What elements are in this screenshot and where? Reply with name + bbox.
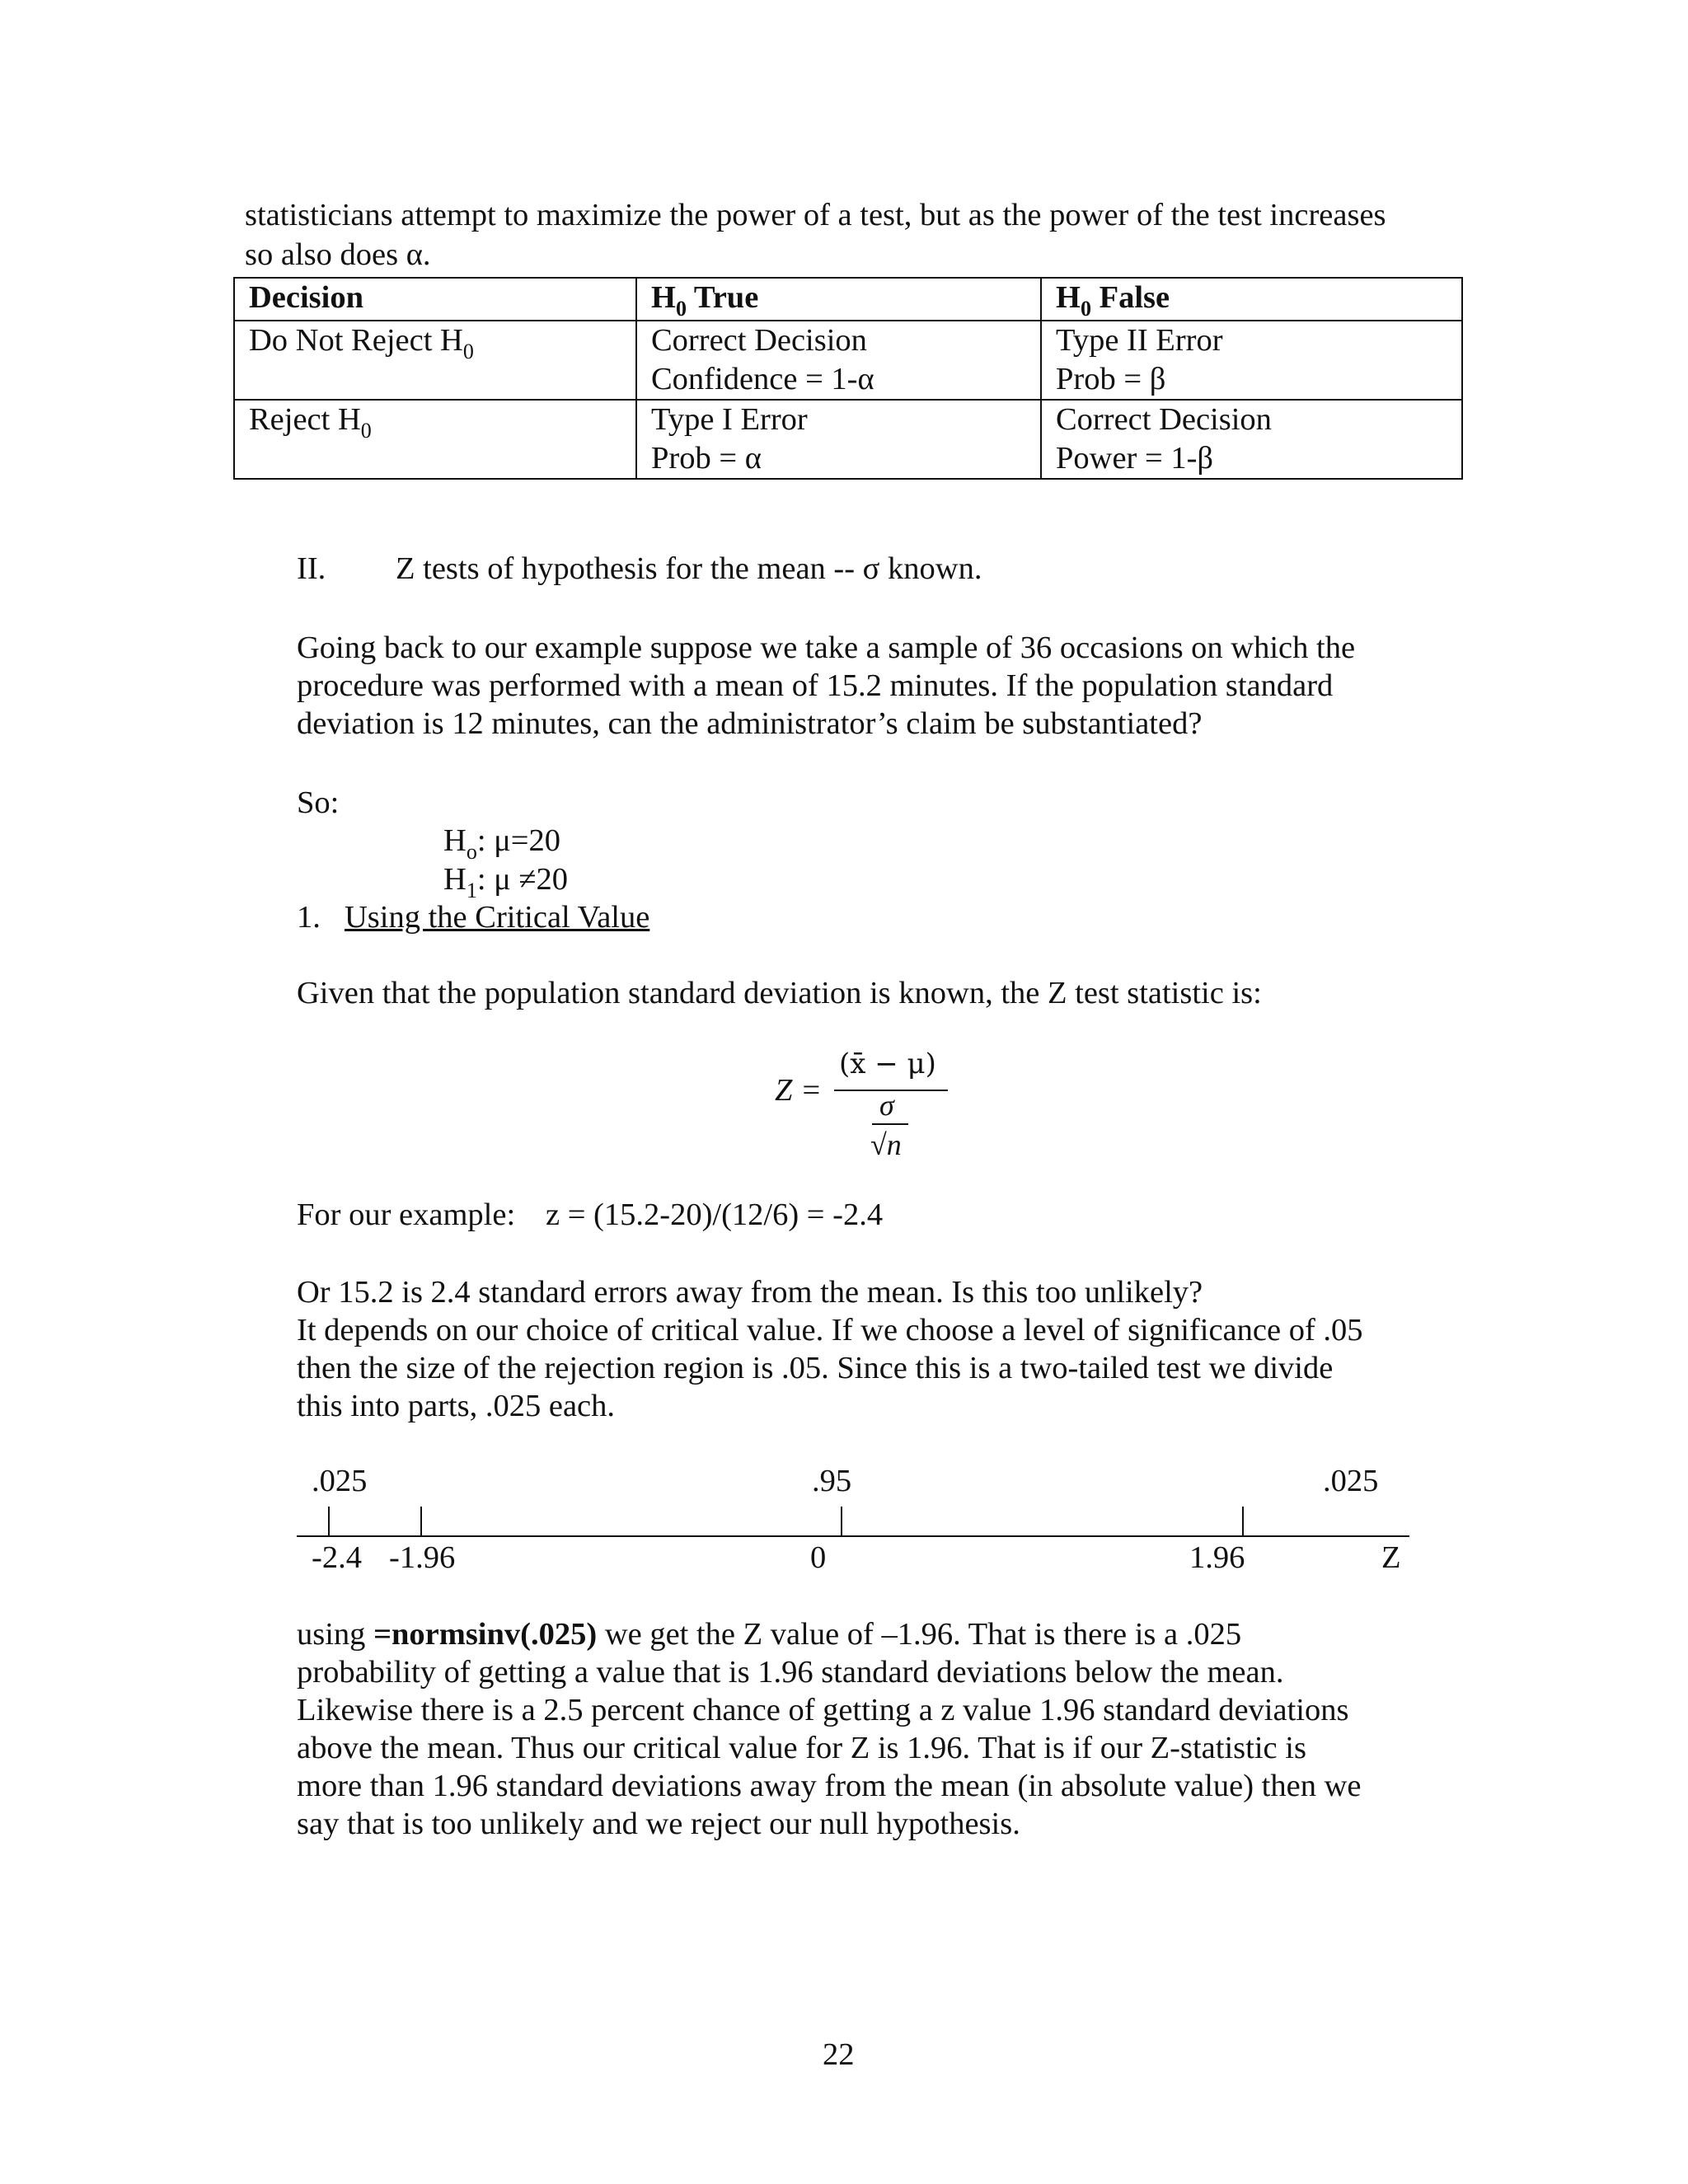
tick-label-minus-1-96: -1.96	[389, 1540, 456, 1575]
section-title: Z tests of hypothesis for the mean -- σ known.	[396, 551, 982, 586]
tick-label-1-96: 1.96	[1189, 1540, 1245, 1575]
example-calc-expression: z = (15.2-20)/(12/6) = -2.4	[546, 1197, 884, 1232]
formula-denominator-sigma: σ	[879, 1089, 894, 1122]
null-hypothesis: $H_o$: μ=20	[443, 823, 560, 864]
normsinv-line-3: Likewise there is a 2.5 percent chance of getting a z value 1.96 standard deviations	[297, 1693, 1349, 1727]
discussion-line-2: It depends on our choice of critical value. If we choose a level of significance of .05	[297, 1313, 1363, 1347]
page-number: 22	[823, 2037, 855, 2072]
formula-denominator-root: √n	[870, 1128, 902, 1161]
example-line-3: deviation is 12 minutes, can the administrator’s claim be substantiated?	[297, 706, 1203, 741]
tick-label-minus-2-4: -2.4	[312, 1540, 362, 1575]
normsinv-line-6: say that is too unlikely and we reject our null hypothesis.	[297, 1807, 1020, 1841]
row-true-cell: Type I Error Prob = α	[636, 400, 1041, 479]
tick-minus-2-4	[328, 1507, 330, 1535]
given-text: Given that the population standard deviation is known, the Z test statistic is:	[297, 976, 1262, 1010]
label-center: .95	[812, 1464, 852, 1498]
normsinv-line-5: more than 1.96 standard deviations away from the mean (in absolute value) then we	[297, 1769, 1362, 1803]
tick-1-96	[1242, 1507, 1244, 1535]
table-row	[234, 321, 1462, 400]
intro-line-2: so also does α.	[245, 237, 431, 272]
axis-label-z: Z	[1381, 1540, 1401, 1575]
header-h0-true: $H_0$ True	[636, 278, 1041, 321]
example-line-1: Going back to our example suppose we take a sample of 36 occasions on which the	[297, 630, 1356, 665]
tick-zero	[841, 1507, 842, 1535]
discussion-line-3: then the size of the rejection region is .05. Since this is a two-tailed test we divide	[297, 1351, 1334, 1385]
normsinv-line-2: probability of getting a value that is 1.96 standard deviations below the mean.	[297, 1655, 1284, 1690]
normsinv-line-4: above the mean. Thus our critical value for Z is 1.96. That is if our Z-statistic is	[297, 1731, 1306, 1765]
formula-sub-fraction-bar	[872, 1123, 908, 1125]
example-calc-label: For our example:	[297, 1197, 516, 1232]
tick-label-zero: 0	[810, 1540, 827, 1575]
number-line-axis	[297, 1535, 1409, 1537]
section-number: II.	[297, 551, 326, 586]
decision-table	[233, 277, 1463, 480]
table-row	[234, 400, 1462, 479]
so-label: So:	[297, 785, 340, 820]
table-header-row	[234, 278, 1462, 321]
discussion-line-4: this into parts, .025 each.	[297, 1389, 615, 1423]
step-label: Using the Critical Value	[345, 900, 650, 935]
tick-minus-1-96	[420, 1507, 422, 1535]
label-left-tail: .025	[312, 1464, 368, 1498]
row-true-cell: Correct Decision Confidence = 1-α	[636, 321, 1041, 400]
header-decision: Decision	[234, 278, 636, 321]
header-h0-false: $H_0$ False	[1041, 278, 1462, 321]
formula-lhs: Z =	[775, 1073, 823, 1108]
alternative-hypothesis: $H_1$: μ ≠20	[443, 862, 569, 902]
step-number: 1.	[297, 900, 321, 935]
label-right-tail: .025	[1323, 1464, 1379, 1498]
intro-line-1: statisticians attempt to maximize the power of a test, but as the power of the test increases	[245, 198, 1386, 232]
normsinv-line-1: using =normsinv(.025) we get the Z value of –1.96. That is there is a .025	[297, 1617, 1242, 1652]
formula-numerator: (x̄ − μ)	[839, 1047, 936, 1080]
row-false-cell: Type II Error Prob = β	[1041, 321, 1462, 400]
row-decision-cell: Do Not Reject $H_0$	[234, 321, 636, 400]
example-line-2: procedure was performed with a mean of 15.2 minutes. If the population standard	[297, 668, 1334, 703]
row-decision-cell: Reject $H_0$	[234, 400, 636, 479]
discussion-line-1: Or 15.2 is 2.4 standard errors away from the mean. Is this too unlikely?	[297, 1275, 1203, 1310]
row-false-cell: Correct Decision Power = 1-β	[1041, 400, 1462, 479]
